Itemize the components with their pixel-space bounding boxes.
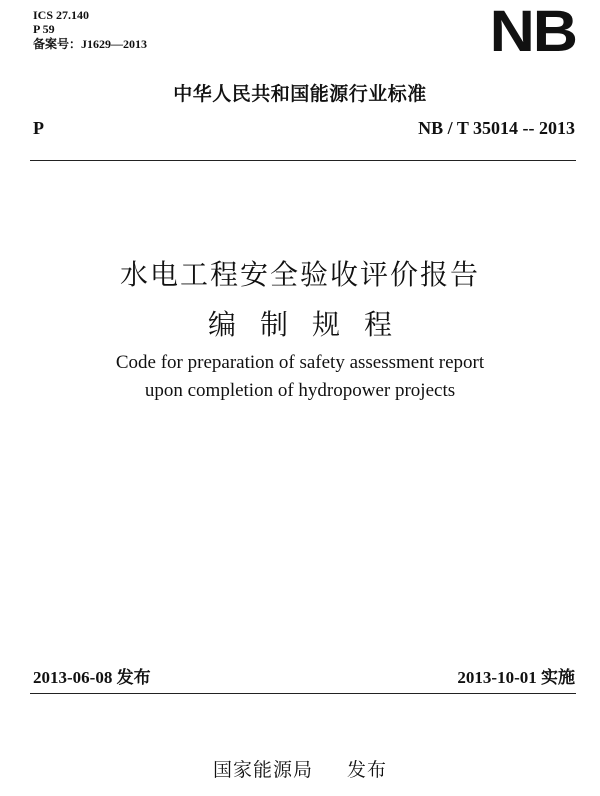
standard-number: NB / T 35014 -- 2013 — [418, 118, 575, 138]
classification-code: P — [33, 118, 44, 138]
title-english-line-1: Code for preparation of safety assessment report — [115, 352, 485, 373]
publisher-action: 发布 — [347, 759, 388, 781]
standard-type-heading: 中华人民共和国能源行业标准 — [173, 83, 427, 105]
issue-date: 2013-06-08 发布 — [33, 668, 151, 687]
filing-number: 备案号：J1629—2013 — [33, 37, 148, 51]
top-divider — [30, 160, 576, 161]
publisher-org: 国家能源局 — [212, 759, 313, 781]
ccs-code: P 59 — [33, 22, 55, 36]
title-chinese-line-1: 水电工程安全验收评价报告 — [119, 258, 480, 291]
title-english-line-2: upon completion of hydropower projects — [144, 380, 456, 401]
publisher-line — [0, 755, 600, 782]
ics-code: ICS 27.140 — [33, 8, 90, 22]
nb-logo: NB — [489, 0, 576, 64]
title-chinese-line-2: 编制规程 — [207, 308, 416, 341]
implementation-date: 2013-10-01 实施 — [457, 668, 575, 687]
bottom-divider — [30, 693, 576, 694]
